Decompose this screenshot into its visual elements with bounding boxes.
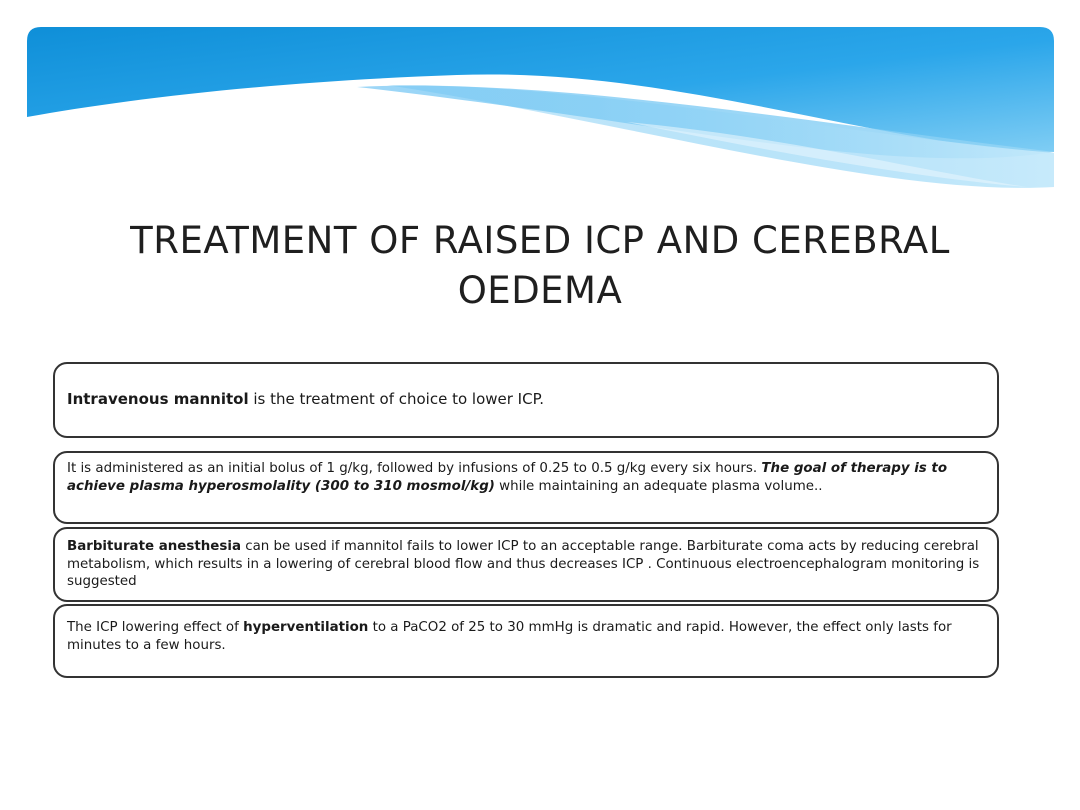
dosage-paragraph [67,453,985,495]
therapy-goal-emphasis: The goal of therapy is to achieve plasma hyperosmolality (300 to 310 mosmol/kg) [67,461,948,494]
header-banner [27,27,1054,192]
dosage-text-end: while maintaining an adequate plasma volume.. [494,478,823,494]
barbiturate-text: can be used if mannitol fails to lower ICP to an acceptable range. Barbiturate coma acts by reducing cerebral metabolism, which results in a lowering of cerebral blood flow and thus decreases ICP . Continuous electroencephalogram monitoring is suggested [67,539,980,589]
mannitol-text: is the treatment of choice to lower ICP. [248,390,545,408]
barbiturate-paragraph [67,529,985,591]
dosage-box [53,451,999,524]
barbiturate-box [53,527,999,602]
mannitol-box [53,362,999,438]
mannitol-paragraph [67,364,985,409]
barbiturate-bold-term: Barbiturate anesthesia [67,539,241,554]
hyperventilation-text-end: to a PaCO2 of 25 to 30 mmHg is dramatic and rapid. However, the effect only lasts for minutes to a few hours. [67,620,952,653]
hyperventilation-box [53,604,999,678]
mannitol-bold-term: Intravenous mannitol [67,390,249,408]
hyperventilation-bold-term: hyperventilation [243,620,369,635]
dosage-text-start: It is administered as an initial bolus of 1 g/kg, followed by infusions of 0.25 to 0.5 g/kg every six hours. [67,461,762,476]
hyperventilation-text-start: The ICP lowering effect of [67,620,244,635]
slide-title: TREATMENT OF RAISED ICP AND CEREBRAL OEDEMA [130,219,950,312]
hyperventilation-paragraph [67,606,985,654]
